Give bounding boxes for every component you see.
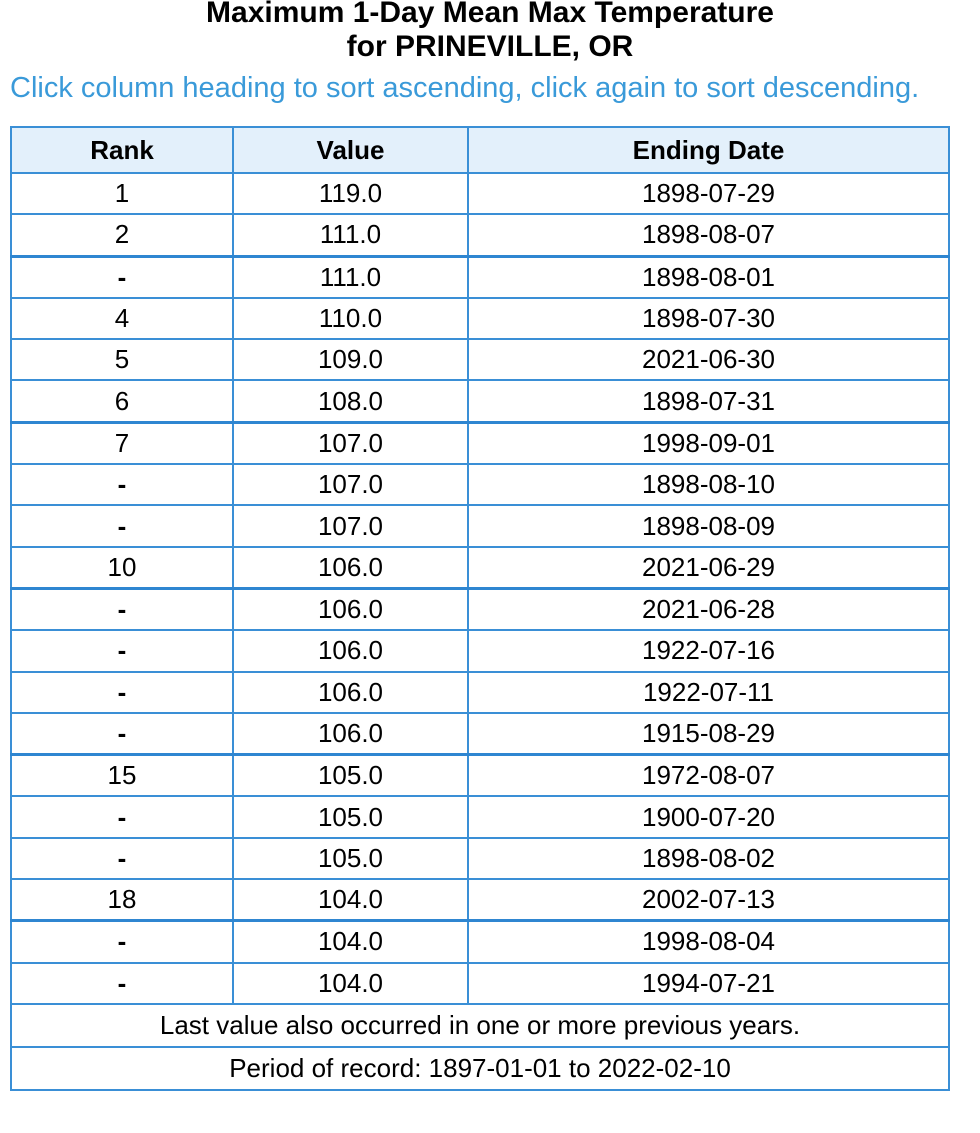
date-cell: 2021-06-30 — [468, 339, 949, 380]
table-row — [11, 298, 949, 339]
value-cell: 106.0 — [233, 588, 468, 630]
rank-cell: - — [11, 672, 233, 713]
date-cell: 1898-08-07 — [468, 214, 949, 256]
rank-cell: - — [11, 838, 233, 879]
value-cell: 105.0 — [233, 796, 468, 837]
table-row — [11, 963, 949, 1004]
value-cell: 106.0 — [233, 672, 468, 713]
table-row — [11, 547, 949, 589]
page-title — [0, 0, 980, 68]
value-cell: 107.0 — [233, 464, 468, 505]
value-cell: 110.0 — [233, 298, 468, 339]
date-cell: 1998-09-01 — [468, 422, 949, 464]
column-header-ending-date[interactable]: Ending Date — [468, 127, 949, 173]
rank-cell: 18 — [11, 879, 233, 921]
date-cell: 1898-08-10 — [468, 464, 949, 505]
rank-cell: - — [11, 588, 233, 630]
date-cell: 1915-08-29 — [468, 713, 949, 755]
table-row — [11, 879, 949, 921]
date-cell: 1998-08-04 — [468, 921, 949, 963]
date-cell: 1972-08-07 — [468, 755, 949, 797]
rank-cell: 5 — [11, 339, 233, 380]
table-row — [11, 921, 949, 963]
value-cell: 104.0 — [233, 879, 468, 921]
date-cell: 1900-07-20 — [468, 796, 949, 837]
date-cell: 1994-07-21 — [468, 963, 949, 1004]
table-row — [11, 339, 949, 380]
value-cell: 106.0 — [233, 713, 468, 755]
date-cell: 1898-08-01 — [468, 256, 949, 298]
rankings-table-container — [10, 126, 948, 1091]
rank-cell: - — [11, 630, 233, 671]
rank-cell: 2 — [11, 214, 233, 256]
value-cell: 107.0 — [233, 422, 468, 464]
rankings-table — [10, 126, 950, 1091]
date-cell: 1922-07-16 — [468, 630, 949, 671]
value-cell: 111.0 — [233, 214, 468, 256]
value-cell: 106.0 — [233, 547, 468, 589]
rank-cell: 6 — [11, 380, 233, 422]
value-cell: 106.0 — [233, 630, 468, 671]
value-cell: 107.0 — [233, 505, 468, 546]
value-cell: 104.0 — [233, 963, 468, 1004]
footnote-text: Last value also occurred in one or more previous years. — [11, 1004, 949, 1047]
header-row — [11, 127, 949, 173]
rank-cell: - — [11, 505, 233, 546]
table-row — [11, 422, 949, 464]
rank-cell: - — [11, 464, 233, 505]
date-cell: 1898-07-29 — [468, 173, 949, 214]
period-of-record: Period of record: 1897-01-01 to 2022-02-10 — [11, 1047, 949, 1090]
value-cell: 109.0 — [233, 339, 468, 380]
value-cell: 104.0 — [233, 921, 468, 963]
rank-cell: - — [11, 921, 233, 963]
value-cell: 108.0 — [233, 380, 468, 422]
table-row — [11, 505, 949, 546]
rank-cell: 7 — [11, 422, 233, 464]
table-row — [11, 214, 949, 256]
column-header-rank[interactable]: Rank — [11, 127, 233, 173]
rank-cell: 10 — [11, 547, 233, 589]
date-cell: 1898-07-31 — [468, 380, 949, 422]
column-header-value[interactable]: Value — [233, 127, 468, 173]
date-cell: 1898-08-09 — [468, 505, 949, 546]
date-cell: 1898-08-02 — [468, 838, 949, 879]
rank-cell: 15 — [11, 755, 233, 797]
page-title-line1: Maximum 1-Day Mean Max Temperature — [206, 0, 774, 29]
sort-hint: Click column heading to sort ascending, click again to sort descending. — [10, 72, 920, 104]
rank-cell: 1 — [11, 173, 233, 214]
table-row — [11, 464, 949, 505]
date-cell: 2002-07-13 — [468, 879, 949, 921]
value-cell: 105.0 — [233, 755, 468, 797]
period-row — [11, 1047, 949, 1090]
date-cell: 1898-07-30 — [468, 298, 949, 339]
rank-cell: - — [11, 963, 233, 1004]
date-cell: 2021-06-28 — [468, 588, 949, 630]
table-row — [11, 838, 949, 879]
table-row — [11, 796, 949, 837]
table-row — [11, 630, 949, 671]
rank-cell: - — [11, 256, 233, 298]
rank-cell: - — [11, 713, 233, 755]
page-title-line2: for PRINEVILLE, OR — [346, 30, 634, 63]
table-row — [11, 380, 949, 422]
table-row — [11, 173, 949, 214]
table-row — [11, 672, 949, 713]
table-row — [11, 588, 949, 630]
rank-cell: 4 — [11, 298, 233, 339]
table-row — [11, 256, 949, 298]
table-row — [11, 713, 949, 755]
table-row — [11, 755, 949, 797]
footnote-row — [11, 1004, 949, 1047]
value-cell: 105.0 — [233, 838, 468, 879]
date-cell: 2021-06-29 — [468, 547, 949, 589]
rank-cell: - — [11, 796, 233, 837]
value-cell: 111.0 — [233, 256, 468, 298]
value-cell: 119.0 — [233, 173, 468, 214]
date-cell: 1922-07-11 — [468, 672, 949, 713]
